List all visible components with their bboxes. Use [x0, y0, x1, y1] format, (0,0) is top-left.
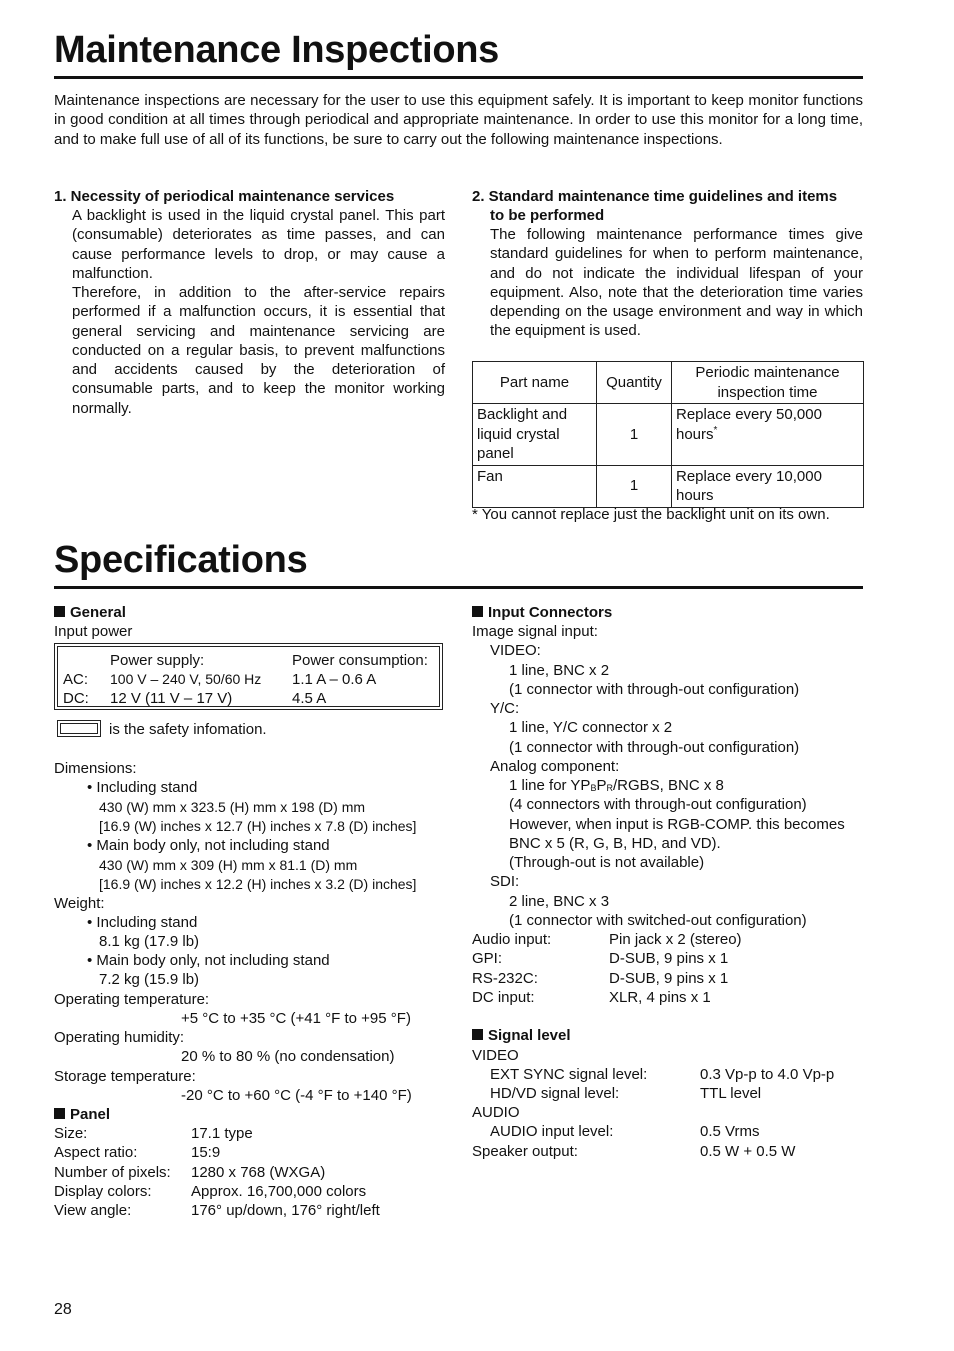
video-line-1: 1 line, BNC x 2: [509, 662, 610, 679]
footnote-mark: *: [713, 424, 718, 436]
ac-consumption: 1.1 A – 0.6 A: [292, 671, 377, 688]
page-number: 28: [54, 1301, 72, 1318]
safety-box-icon: [57, 720, 101, 737]
power-consumption-header: Power consumption:: [292, 652, 428, 669]
image-signal-label: Image signal input:: [472, 623, 598, 640]
part-cell: Fan: [473, 465, 597, 507]
yc-label: Y/C:: [490, 700, 520, 717]
signal-audio-label: AUDIO: [472, 1104, 520, 1121]
table-header-row: [473, 362, 864, 404]
signal-heading: [472, 1026, 571, 1045]
general-heading-text: General: [70, 604, 126, 621]
input-power-label: Input power: [54, 623, 133, 640]
analog-label: Analog component:: [490, 758, 620, 775]
square-bullet-icon: [472, 606, 483, 617]
table-row: [473, 465, 864, 507]
specifications-title: Specifications: [54, 539, 308, 581]
analog-sub-b: B: [590, 783, 597, 793]
square-bullet-icon: [54, 606, 65, 617]
yc-line-2: (1 connector with through-out configuration): [509, 739, 800, 756]
panel-angle-label: View angle:: [54, 1202, 132, 1219]
yc-line-1: 1 line, Y/C connector x 2: [509, 719, 673, 736]
rs232c-value: D-SUB, 9 pins x 1: [609, 970, 729, 987]
hdvd-value: TTL level: [700, 1085, 762, 1102]
gpi-value: D-SUB, 9 pins x 1: [609, 950, 729, 967]
speaker-value: 0.5 W + 0.5 W: [700, 1143, 796, 1160]
dim-body-metric: 430 (W) mm x 309 (H) mm x 81.1 (D) mm: [99, 857, 358, 873]
section1-paragraph-2: Therefore, in addition to the after-service repairs performed if a malfunction occurs, it is essential that general servicing and maintenance servicing are conducted on a regular basis, to prevent malfunctions and accidents caused by the deterioration of consumable parts, and to keep the monitor working normally.: [72, 284, 445, 417]
input-heading-text: Input Connectors: [488, 604, 613, 621]
qty-cell: 1: [597, 404, 672, 466]
section2-heading-line1: 2. Standard maintenance time guidelines and items: [472, 188, 838, 205]
op-temp-value: +5 °C to +35 °C (+41 °F to +95 °F): [181, 1010, 411, 1027]
ac-supply: 100 V – 240 V, 50/60 Hz: [110, 671, 262, 687]
table-footnote: * You cannot replace just the backlight unit on its own.: [472, 506, 830, 523]
header-quantity: Quantity: [597, 362, 672, 404]
op-hum-value: 20 % to 80 % (no condensation): [181, 1048, 395, 1065]
qty-cell: 1: [597, 465, 672, 507]
dim-stand-label: • Including stand: [87, 779, 198, 796]
ac-label: AC:: [63, 671, 89, 688]
panel-pixels-value: 1280 x 768 (WXGA): [191, 1164, 326, 1181]
panel-size-value: 17.1 type: [191, 1125, 253, 1142]
wt-stand-value: 8.1 kg (17.9 lb): [99, 933, 200, 950]
time-cell: [672, 404, 864, 466]
dim-stand-metric: 430 (W) mm x 323.5 (H) mm x 198 (D) mm: [99, 799, 366, 815]
header-inspection-time: Periodic maintenance inspection time: [672, 362, 864, 404]
panel-colors-label: Display colors:: [54, 1183, 152, 1200]
dim-body-label: • Main body only, not including stand: [87, 837, 330, 854]
signal-video-label: VIDEO: [472, 1047, 519, 1064]
dc-label: DC:: [63, 690, 89, 707]
audio-in-label: AUDIO input level:: [490, 1123, 614, 1140]
gpi-label: GPI:: [472, 950, 503, 967]
dc-supply: 12 V (11 V – 17 V): [110, 690, 233, 707]
sdi-label: SDI:: [490, 873, 520, 890]
sdi-line-2: (1 connector with switched-out configuration): [509, 912, 807, 929]
analog-line-4: BNC x 5 (R, G, B, HD, and VD).: [509, 835, 721, 852]
section2-heading: [472, 187, 864, 226]
power-supply-header: Power supply:: [110, 652, 205, 669]
dc-input-value: XLR, 4 pins x 1: [609, 989, 711, 1006]
panel-heading-text: Panel: [70, 1106, 111, 1123]
power-table: [54, 643, 443, 710]
power-table-inner: [57, 646, 440, 707]
specs-rule: [54, 586, 863, 589]
signal-heading-text: Signal level: [488, 1027, 571, 1044]
panel-size-label: Size:: [54, 1125, 88, 1142]
panel-pixels-label: Number of pixels:: [54, 1164, 171, 1181]
safety-note: [57, 720, 267, 739]
speaker-label: Speaker output:: [472, 1143, 578, 1160]
audio-input-value: Pin jack x 2 (stereo): [609, 931, 742, 948]
time-cell: Replace every 10,000 hours: [672, 465, 864, 507]
header-part-name: Part name: [473, 362, 597, 404]
safety-note-text: is the safety infomation.: [109, 721, 267, 738]
wt-body-value: 7.2 kg (15.9 lb): [99, 971, 200, 988]
section1-heading: 1. Necessity of periodical maintenance services: [54, 188, 395, 205]
title-rule: [54, 76, 863, 79]
table-row: [473, 404, 864, 466]
section1-paragraph-1: A backlight is used in the liquid crystal panel. This part (consumable) deteriorates as time passes, and can cause performance levels to drop, or may cause a malfunction.: [72, 207, 445, 282]
video-line-2: (1 connector with through-out configuration): [509, 681, 800, 698]
panel-aspect-label: Aspect ratio:: [54, 1144, 138, 1161]
analog-sub-r: R: [606, 783, 613, 793]
maintenance-title: Maintenance Inspections: [54, 29, 499, 71]
op-hum-label: Operating humidity:: [54, 1029, 185, 1046]
time-text: Replace every 50,000 hours: [676, 406, 822, 443]
weight-label: Weight:: [54, 895, 105, 912]
analog-p: P: [596, 777, 607, 794]
panel-aspect-value: 15:9: [191, 1144, 221, 1161]
wt-body-label: • Main body only, not including stand: [87, 952, 330, 969]
dim-body-imperial: [16.9 (W) inches x 12.2 (H) inches x 3.2 (D) inches]: [99, 876, 417, 892]
general-heading: [54, 603, 126, 622]
analog-line-2: (4 connectors with through-out configuration): [509, 796, 807, 813]
section2-paragraph: The following maintenance performance times give standard guidelines for when to perform maintenance, and do not indicate the individual lifespan of your equipment. Also, note that the deterioration time varies depending on the usage environment and way in which the equipment is used.: [490, 226, 863, 340]
panel-angle-value: 176° up/down, 176° right/left: [191, 1202, 380, 1219]
sdi-line-1: 2 line, BNC x 3: [509, 893, 610, 910]
ext-sync-label: EXT SYNC signal level:: [490, 1066, 648, 1083]
analog-line-5: (Through-out is not available): [509, 854, 705, 871]
panel-colors-value: Approx. 16,700,000 colors: [191, 1183, 367, 1200]
analog-line-1-post: /RGBS, BNC x 8: [612, 777, 724, 794]
input-heading: [472, 603, 612, 622]
audio-in-value: 0.5 Vrms: [700, 1123, 760, 1140]
analog-line-1-pre: 1 line for YP: [509, 777, 591, 794]
st-temp-value: -20 °C to +60 °C (-4 °F to +140 °F): [181, 1087, 412, 1104]
wt-stand-label: • Including stand: [87, 914, 198, 931]
part-cell: Backlight and liquid crystal panel: [473, 404, 597, 466]
section2-heading-line2: to be performed: [490, 207, 605, 225]
analog-line-3: However, when input is RGB-COMP. this becomes: [509, 816, 845, 833]
dimensions-label: Dimensions:: [54, 760, 137, 777]
square-bullet-icon: [472, 1029, 483, 1040]
rs232c-label: RS-232C:: [472, 970, 538, 987]
hdvd-label: HD/VD signal level:: [490, 1085, 620, 1102]
maintenance-table: [472, 361, 864, 508]
dc-input-label: DC input:: [472, 989, 535, 1006]
square-bullet-icon: [54, 1108, 65, 1119]
dim-stand-imperial: [16.9 (W) inches x 12.7 (H) inches x 7.8 (D) inches]: [99, 818, 417, 834]
ext-sync-value: 0.3 Vp-p to 4.0 Vp-p: [700, 1066, 835, 1083]
dc-consumption: 4.5 A: [292, 690, 327, 707]
st-temp-label: Storage temperature:: [54, 1068, 196, 1085]
maintenance-intro: Maintenance inspections are necessary for the user to use this equipment safely. It is important to keep monitor functions in good condition at all times through periodical and appropriate maintenance. In order to use this monitor for a long time, and to make full use of all of its functions, be sure to carry out the following maintenance inspections.: [54, 92, 863, 148]
op-temp-label: Operating temperature:: [54, 991, 210, 1008]
audio-input-label: Audio input:: [472, 931, 552, 948]
panel-heading: [54, 1105, 110, 1124]
video-label: VIDEO:: [490, 642, 541, 659]
